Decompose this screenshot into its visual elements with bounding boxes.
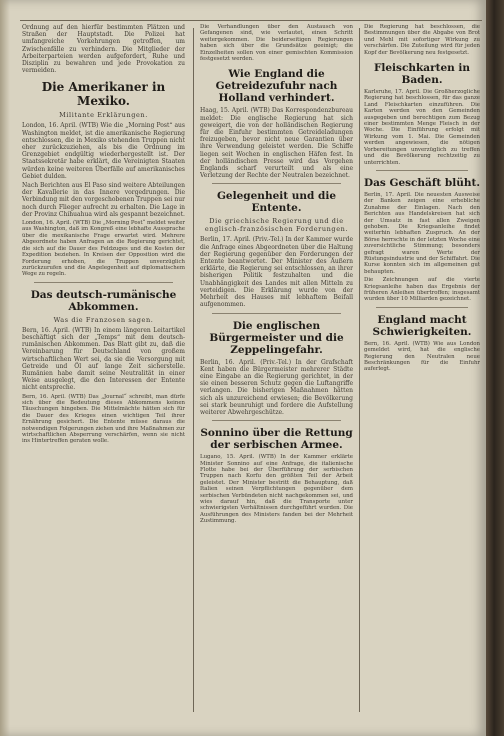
subheadline: Militante Erklärungen. — [59, 111, 148, 120]
column-rule — [193, 28, 194, 712]
column-left — [22, 24, 185, 716]
article-text: Bern, 16. April. (WTB) In einem längeren Leitartikel beschäftigt sich der „Temps“ mit dem deutsch-rumänischen Abkommen. Das Blatt gibt zu, daß die Vereinbarung für Deutschland von großem wirtschaftlichen Wert sei, da sie die Versorgung mit Getreide und Öl auf lange Zeit sicherstelle. Rumänien habe damit seine Neutralität in einer Weise ausgelegt, die den Interessen der Entente nicht entspreche. — [22, 326, 185, 392]
article-text: Berlin, 17. April. Die neuesten Ausweise der Banken zeigen eine erhebliche Zunahme der Einlagen. Nach den Berichten aus Handelskreisen hat sich der Umsatz in fast allen Zweigen gehoben. Die Kriegsanleihe findet weiterhin lebhaften Zuspruch. An der Börse herrschte in der letzten Woche eine zuversichtliche Stimmung; besonders gefragt waren Werte der Rüstungsindustrie und der Schiffahrt. Die Kurse konnten sich im allgemeinen gut behaupten. — [364, 191, 480, 275]
column-rule — [359, 28, 360, 712]
headline: Gelegenheit und die Entente. — [216, 190, 337, 215]
article-text: Die Verhandlungen über den Austausch von Gefangenen sind, wie verlautet, einen Schritt weitergekommen. Die beiderseitigen Regierungen haben sich über die Grundsätze geeinigt; die Einzelheiten sollen von einer gemischten Kommission festgesetzt werden. — [200, 24, 353, 63]
article-text: London, 16. April. (WTB) Die „Morning Post“ meldet weiter aus Washington, daß im Kongreß eine lebhafte Aussprache über die mexikanische Frage erwartet wird. Mehrere Abgeordnete haben Anfragen an die Regierung gerichtet, die sich auf die Dauer des Feldzuges und die Kosten der Expedition beziehen. In Kreisen der Opposition wird die Forderung erhoben, die Truppen unverzüglich zurückzurufen und die Angelegenheit auf diplomatischem Wege zu regeln. — [22, 220, 185, 278]
article-text: Bern, 16. April. (WTB) Wie aus London gemeldet wird, hat die englische Regierung den Neutralen neue Beschränkungen für die Einfuhr auferlegt. — [364, 340, 480, 373]
headline: Die Amerikaner in Mexiko. — [41, 80, 166, 109]
divider — [376, 170, 468, 171]
article-text: Karlsruhe, 17. April. Die Großherzogliche Regierung hat beschlossen, für das ganze Land Fleischkarten einzuführen. Die Karten werden von den Gemeinden ausgegeben und berechtigen zum Bezug einer bestimmten Menge Fleisch in der Woche. Die Einführung erfolgt mit Wirkung vom 1. Mai. Die Gemeinden werden angewiesen, die nötigen Vorbereitungen unverzüglich zu treffen und die Bevölkerung rechtzeitig zu unterrichten. — [364, 89, 480, 166]
article-text: Bern, 16. April. (WTB) Das „Journal“ schreibt, man dürfe sich über die Bedeutung dieses Abkommens keinen Täuschungen hingeben. Die Mittelmächte hätten sich für die Dauer des Krieges einen wichtigen Teil ihrer Ernährung gesichert. Die Entente müsse daraus die notwendigen Folgerungen ziehen und ihre Maßnahmen zur wirtschaftlichen Absperrung verschärfen, wenn sie nicht ins Hintertreffen geraten wolle. — [22, 393, 185, 445]
article-text: Ordnung auf den hierfür bestimmten Plätzen und Straßen der Hauptstadt. Die Polizei hat umfangreiche Vorkehrungen getroffen, um Zwischenfälle zu verhindern. Die Mitglieder der Arbeiterparteien werden aufgefordert, Ruhe und Disziplin zu bewahren und jede Provokation zu vermeiden. — [22, 24, 185, 75]
headline: Fleischkarten in Baden. — [373, 62, 471, 87]
column-middle — [200, 24, 353, 716]
article-text: London, 16. April. (WTB) Wie die „Morning Post“ aus Washington meldet, ist die amerikanische Regierung entschlossen, die in Mexiko stehenden Truppen nicht eher zurückzuziehen, als bis die Ordnung im Grenzgebiet endgültig wiederhergestellt ist. Der Staatssekretär habe erklärt, die Vereinigten Staaten würden keine weiteren Überfälle auf amerikanisches Gebiet dulden. — [22, 122, 185, 180]
book-binding — [486, 0, 504, 736]
divider — [212, 183, 341, 184]
divider — [376, 307, 468, 308]
article-text: Die Regierung hat beschlossen, die Bestimmungen über die Abgabe von Brot und Mehl mit sofortiger Wirkung zu verschärfen. Die Zuteilung wird für jeden Kopf der Bevölkerung neu festgesetzt. — [364, 24, 480, 56]
column-right — [364, 24, 480, 716]
article-text: Berlin, 16. April. (Priv.-Tel.) In der Grafschaft Kent haben die Bürgermeister mehrerer Städte eine Eingabe an die Regierung gerichtet, in der sie einen besseren Schutz gegen die Luftangriffe verlangen. Die bisherigen Maßnahmen hätten sich als unzureichend erwiesen; die Bevölkerung sei stark beunruhigt und fordere die Aufstellung weiterer Abwehrgeschütze. — [200, 358, 353, 416]
article-text: Berlin, 17. April. (Priv.-Tel.) In der Kammer wurde die Anfrage eines Abgeordneten über die Haltung der Regierung gegenüber den Forderungen der Entente beantwortet. Der Minister des Äußern erklärte, die Regierung sei entschlossen, an ihrer bisherigen Politik festzuhalten und die Unabhängigkeit des Landes mit allen Mitteln zu verteidigen. Die Erklärung wurde von der Mehrheit des Hauses mit lebhaftem Beifall aufgenommen. — [200, 236, 353, 309]
subheadline: Die griechische Regierung und die englisch-französischen Forderungen. — [204, 217, 349, 234]
headline: Wie England die Getreidezufuhr nach Holland verhindert. — [215, 68, 338, 105]
headline: Das deutsch-rumänische Abkommen. — [30, 288, 177, 313]
article-text: Die Zeichnungen auf die vierte Kriegsanleihe haben das Ergebnis der früheren Anleihen übertroffen; insgesamt wurden über 10 Milliarden gezeichnet. — [364, 277, 480, 303]
article-text: Haag, 15. April. (WTB) Das Korrespondenzbureau meldet: Die englische Regierung hat sich geweigert, die von der holländischen Regierung für die Einfuhr bestimmten Getreideladungen freizugeben, bevor nicht neue Garantien über ihre Verwendung geleistet werden. Die Schiffe liegen seit Wochen in englischen Häfen fest. In der holländischen Presse wird das Vorgehen Englands scharf verurteilt und als eine Verletzung der Rechte der Neutralen bezeichnet. — [200, 107, 353, 180]
article-text: Lugano, 15. April. (WTB) In der Kammer erklärte Minister Sonnino auf eine Anfrage, die italienische Flotte habe bei der Überführung der serbischen Truppen nach Korfu den größten Teil der Arbeit geleistet. Der Minister bestritt die Behauptung, daß Italien seinen Verpflichtungen gegenüber dem serbischen Verbündeten nicht nachgekommen sei, und wies darauf hin, daß die Transporte unter schwierigsten Verhältnissen durchgeführt wurden. Die Ausführungen des Ministers fanden bei der Mehrheit Zustimmung. — [200, 454, 353, 525]
divider — [34, 282, 173, 283]
headline: Die englischen Bürgermeister und die Zeppelingefahr. — [209, 319, 344, 356]
divider — [212, 420, 341, 421]
article-text: Nach Berichten aus El Paso sind weitere Abteilungen der Kavallerie in das Innere vorgedrungen. Die Verbindung mit den vorgeschobenen Truppen sei nur noch durch Flieger aufrecht zu erhalten. Die Lage in der Provinz Chihuahua wird als gespannt bezeichnet. — [22, 182, 185, 218]
headline: Das Geschäft blüht. — [364, 176, 480, 189]
headline: Sonnino über die Rettung der serbischen Armee. — [200, 427, 353, 452]
divider — [212, 313, 341, 314]
subheadline: Was die Franzosen sagen. — [53, 315, 154, 324]
top-rule — [20, 20, 482, 21]
headline: England macht Schwierigkeiten. — [372, 313, 472, 338]
